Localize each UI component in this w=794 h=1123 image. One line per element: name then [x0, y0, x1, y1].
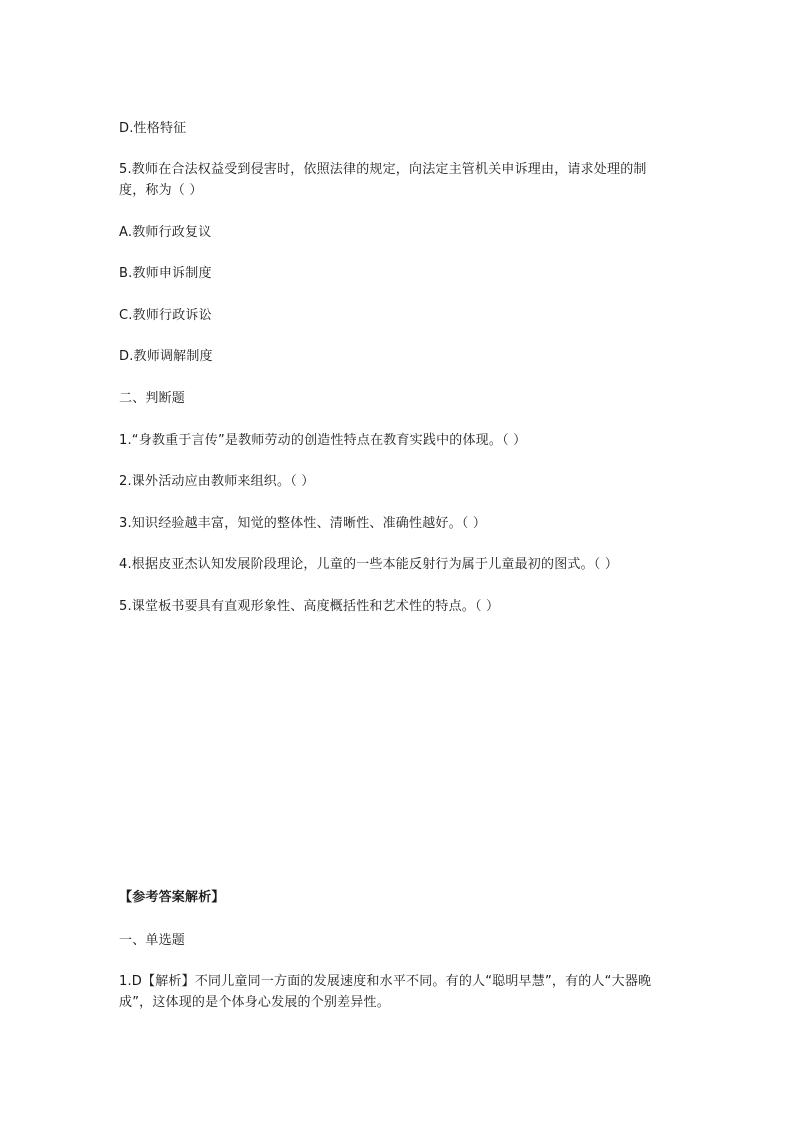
true-false-item-2: 2.课外活动应由教师来组织。（ ）: [119, 474, 315, 489]
question-5-option-a: A.教师行政复议: [119, 225, 212, 240]
true-false-item-1: 1.“身教重于言传”是教师劳动的创造性特点在教育实践中的体现。（ ）: [119, 433, 527, 448]
answer-item-1: 1.D【解析】不同儿童同一方面的发展速度和水平不同。有的人“聪明早慧”，有的人“大器晚成”，这体现的是个体身心发展的个别差异性。: [119, 974, 652, 1010]
answers-heading: 【参考答案解析】: [119, 890, 225, 905]
section-2-heading: 二、判断题: [119, 391, 186, 406]
option-d-personality: D.性格特征: [119, 121, 187, 136]
true-false-item-4: 4.根据皮亚杰认知发展阶段理论，儿童的一些本能反射行为属于儿童最初的图式。（ ）: [119, 557, 619, 572]
question-5-option-c: C.教师行政诉讼: [119, 308, 212, 323]
true-false-item-5: 5.课堂板书要具有直观形象性、高度概括性和艺术性的特点。（ ）: [119, 599, 500, 614]
question-5-option-d: D.教师调解制度: [119, 349, 213, 364]
question-5-stem: 5.教师在合法权益受到侵害时，依照法律的规定，向法定主管机关申诉理由，请求处理的制度，称为（ ）: [119, 162, 647, 198]
true-false-item-3: 3.知识经验越丰富，知觉的整体性、清晰性、准确性越好。（ ）: [119, 516, 487, 531]
question-5-option-b: B.教师申诉制度: [119, 266, 212, 281]
answers-subheading: 一、单选题: [119, 933, 186, 948]
